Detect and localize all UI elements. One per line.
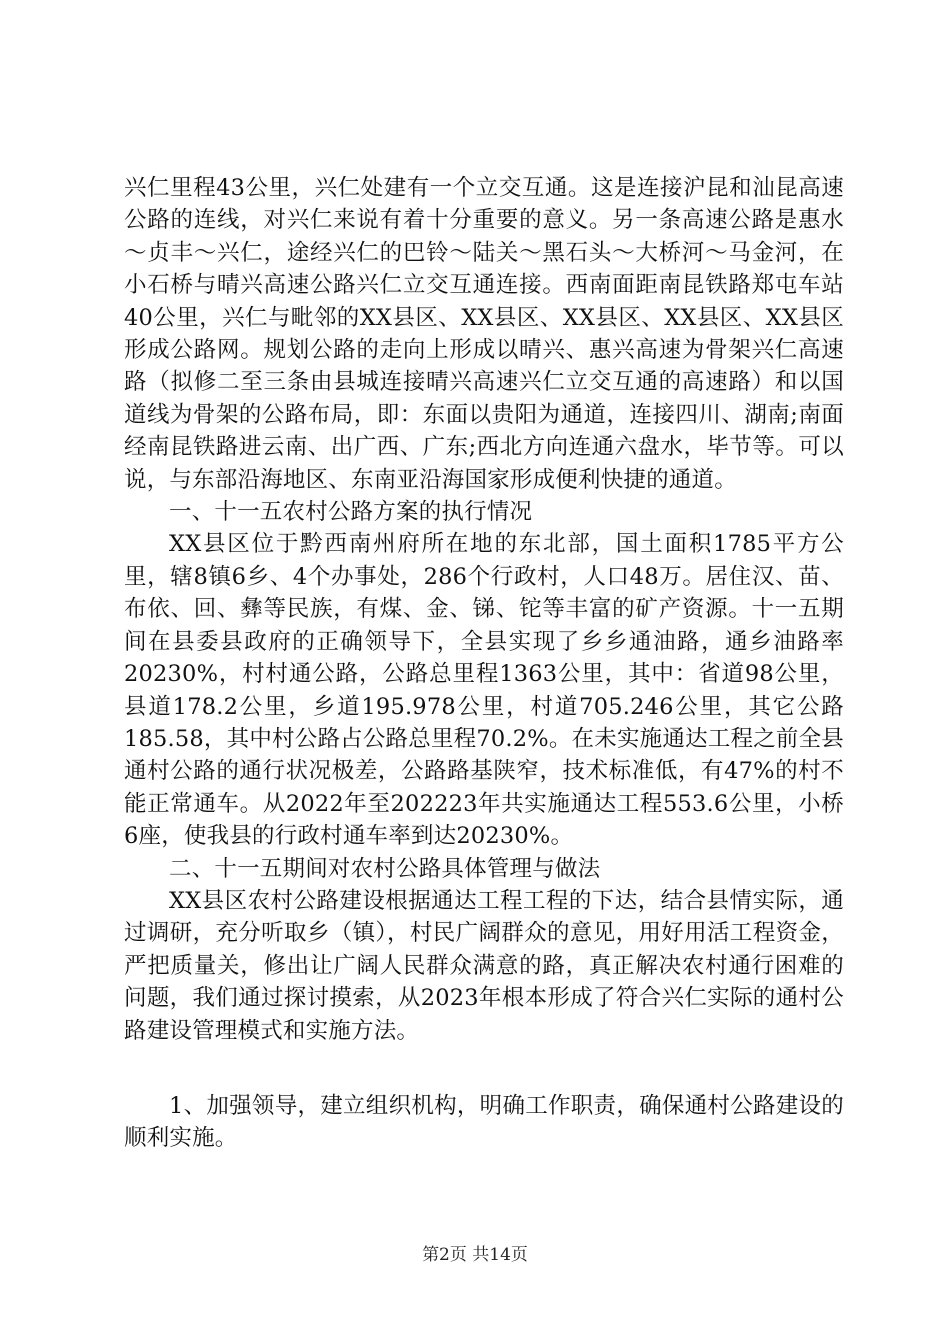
section-heading-2: 二、十一五期间对农村公路具体管理与做法 xyxy=(169,855,601,882)
paragraph-county-overview: XX县区位于黔西南州府所在地的东北部，国土面积1785平方公里，辖8镇6乡、4个办事处，286个行政村，人口48万。居住汉、苗、布依、回、彝等民族，有煤、金、锑、铊等丰富的矿产资源。十一五期间在县委县政府的正确领导下，全县实现了乡乡通油路，通乡油路率20230%，村村通公路，公路总里程1363公里，其中：省道98公里，县道178.2公里，乡道195.978公里，村道705.246公里，其它公路185.58，其中村公路占公路总里程70.2%。在未实施通达工程之前全县通村公路的通行状况极差，公路路基陕窄，技术标准低，有47%的村不能正常通车。从2022年至202223年共实施通达工程553.6公里，小桥6座，使我县的行政村通车率到达20230%。 xyxy=(124,531,844,850)
paragraph-gap xyxy=(124,1047,844,1090)
paragraph-management-model: XX县区农村公路建设根据通达工程工程的下达，结合县情实际，通过调研，充分听取乡（镇），村民广阔群众的意见，用好用活工程资金，严把质量关，修出让广阔人民群众满意的路，真正解决农村通行困难的问题，我们通过探讨摸索，从2023年根本形成了符合兴仁实际的通村公路建设管理模式和实施方法。 xyxy=(124,887,844,1044)
paragraph-item-1: 1、加强领导，建立组织机构，明确工作职责，确保通村公路建设的顺利实施。 xyxy=(124,1092,844,1152)
section-heading-1: 一、十一五农村公路方案的执行情况 xyxy=(169,499,533,526)
page-footer: 第2页 共14页 xyxy=(422,1245,528,1265)
paragraph-highway-network: 兴仁里程43公里，兴仁处建有一个立交互通。这是连接沪昆和汕昆高速公路的连线，对兴仁来说有着十分重要的意义。另一条高速公路是惠水～贞丰～兴仁，途经兴仁的巴铃～陆关～黑石头～大桥河～马金河，在小石桥与晴兴高速公路兴仁立交互通连接。西南面距南昆铁路郑屯车站40公里，兴仁与毗邻的XX县区、XX县区、XX县区、XX县区、XX县区形成公路网。规划公路的走向上形成以晴兴、惠兴高速为骨架兴仁高速路（拟修二至三条由县城连接晴兴高速兴仁立交互通的高速路）和以国道线为骨架的公路布局，即：东面以贵阳为通道，连接四川、湖南;南面经南昆铁路进云南、出广西、广东;西北方向连通六盘水，毕节等。可以说，与东部沿海地区、东南亚沿海国家形成便利快捷的通道。 xyxy=(124,175,844,493)
document-body xyxy=(124,172,844,1155)
